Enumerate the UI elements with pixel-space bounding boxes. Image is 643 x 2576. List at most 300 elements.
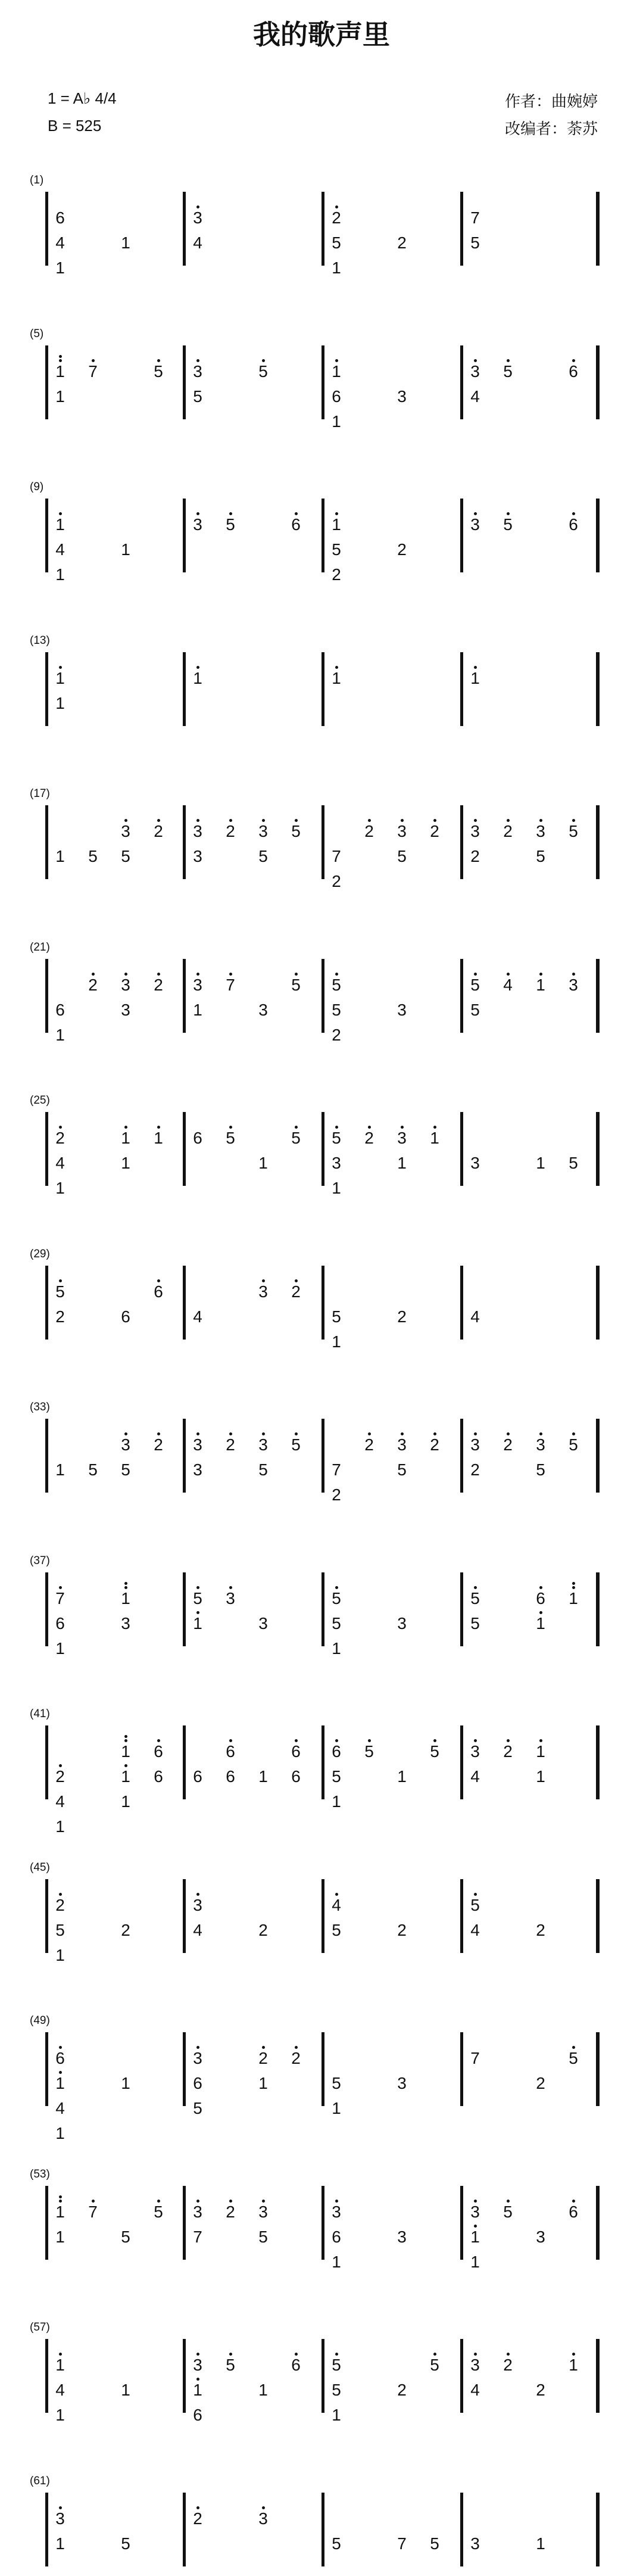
octave-dot: [507, 819, 510, 822]
octave-dot: [433, 1432, 436, 1435]
octave-dot: [196, 205, 199, 208]
octave-dot: [59, 355, 62, 358]
measure-number: (53): [30, 2168, 50, 2181]
note: 2: [290, 2050, 302, 2067]
octave-dot: [124, 973, 127, 976]
barline: [322, 2493, 324, 2566]
barline: [45, 805, 48, 879]
octave-dot: [196, 359, 199, 362]
octave-dot: [124, 1739, 127, 1742]
note: 3: [192, 977, 204, 993]
note: 1: [332, 2099, 341, 2117]
barline: [322, 1572, 324, 1646]
octave-dot: [124, 1126, 127, 1129]
note: 5: [330, 1130, 342, 1147]
note: 2: [502, 823, 514, 840]
octave-dot: [572, 1586, 575, 1589]
barline: [322, 345, 324, 419]
note: 3: [332, 1154, 341, 1172]
measure-number: (17): [30, 787, 50, 800]
note: 5: [536, 847, 545, 865]
barline: [460, 192, 463, 266]
octave-dot: [157, 1432, 160, 1435]
note: 3: [397, 1614, 407, 1633]
note: 2: [54, 1768, 66, 1785]
barline: [596, 1419, 600, 1493]
note: 1: [258, 2074, 268, 2092]
note: 5: [224, 516, 236, 533]
note: 1: [55, 847, 65, 865]
note: 1: [332, 2406, 341, 2424]
note: 6: [291, 1767, 301, 1786]
octave-dot: [539, 1432, 542, 1435]
note: 4: [470, 1307, 480, 1326]
note: 5: [469, 1590, 481, 1607]
score-row: [0, 2475, 643, 2576]
barline: [183, 345, 186, 419]
note: 3: [192, 2050, 204, 2067]
octave-dot: [335, 205, 338, 208]
note: 4: [330, 1897, 342, 1914]
octave-dot: [401, 1126, 404, 1129]
note: 7: [193, 2228, 202, 2246]
score-row: [0, 328, 643, 429]
note: 1: [121, 1792, 130, 1811]
note: 6: [193, 2074, 202, 2092]
barline: [460, 1572, 463, 1646]
note: 2: [470, 847, 480, 865]
octave-dot: [474, 512, 477, 515]
note: 1: [258, 1154, 268, 1172]
note: 7: [87, 2204, 99, 2220]
note: 3: [192, 210, 204, 226]
octave-dot: [335, 2353, 338, 2356]
note: 1: [55, 1817, 65, 1836]
octave-dot: [124, 819, 127, 822]
author: 作者：曲婉婷: [504, 92, 598, 110]
note: 1: [120, 1130, 132, 1147]
barline: [596, 2032, 600, 2106]
note: 1: [258, 1767, 268, 1786]
note: 6: [535, 1590, 547, 1607]
note: 2: [152, 1437, 164, 1453]
octave-dot: [59, 1764, 62, 1767]
note: 5: [290, 1437, 302, 1453]
note: 3: [469, 823, 481, 840]
note: 3: [258, 1001, 268, 1019]
octave-dot: [539, 1739, 542, 1742]
note: 5: [469, 977, 481, 993]
note: 4: [470, 2381, 480, 2399]
note: 1: [55, 1946, 65, 1964]
barline: [322, 1266, 324, 1340]
note: 3: [121, 1614, 130, 1633]
measure-number: (57): [30, 2321, 50, 2334]
note: 6: [154, 1767, 163, 1786]
barline: [460, 2339, 463, 2413]
note: 4: [55, 540, 65, 559]
octave-dot: [196, 1893, 199, 1896]
note: 6: [224, 1743, 236, 1760]
barline: [322, 2032, 324, 2106]
barline: [183, 499, 186, 572]
note: 2: [429, 823, 441, 840]
octave-dot: [295, 819, 298, 822]
octave-dot: [229, 819, 232, 822]
note: 2: [54, 1130, 66, 1147]
barline: [45, 1879, 48, 1953]
octave-dot: [196, 2506, 199, 2509]
octave-dot: [157, 1126, 160, 1129]
barline: [596, 959, 600, 1033]
octave-dot: [474, 2353, 477, 2356]
note: 5: [290, 977, 302, 993]
barline: [322, 2339, 324, 2413]
note: 3: [192, 1897, 204, 1914]
octave-dot: [229, 2353, 232, 2356]
barline: [45, 192, 48, 266]
note: 5: [430, 2534, 439, 2553]
note: 5: [567, 823, 579, 840]
note: 7: [332, 1460, 341, 1479]
note: 2: [397, 233, 407, 252]
note: 3: [469, 516, 481, 533]
octave-dot: [295, 1432, 298, 1435]
note: 3: [469, 1743, 481, 1760]
barline: [460, 1879, 463, 1953]
note: 1: [121, 233, 130, 252]
note: 1: [469, 2229, 481, 2245]
octave-dot: [401, 819, 404, 822]
octave-dot: [59, 666, 62, 669]
note: 1: [536, 1154, 545, 1172]
note: 6: [193, 1129, 202, 1147]
note: 1: [332, 1179, 341, 1197]
octave-dot: [59, 1279, 62, 1282]
barline: [596, 1266, 600, 1340]
barline: [596, 2186, 600, 2260]
note: 1: [330, 363, 342, 380]
barline: [183, 1725, 186, 1799]
note: 5: [330, 1590, 342, 1607]
octave-dot: [59, 2506, 62, 2509]
note: 7: [397, 2534, 407, 2553]
note: 6: [567, 516, 579, 533]
note: 2: [536, 1921, 545, 1939]
note: 5: [332, 2074, 341, 2092]
note: 5: [397, 847, 407, 865]
octave-dot: [474, 1739, 477, 1742]
note: 5: [290, 823, 302, 840]
octave-dot: [59, 1893, 62, 1896]
note: 5: [567, 2050, 579, 2067]
barline: [460, 499, 463, 572]
octave-dot: [335, 512, 338, 515]
note: 3: [397, 387, 407, 406]
note: 7: [470, 208, 480, 227]
note: 4: [55, 233, 65, 252]
note: 3: [535, 823, 547, 840]
octave-dot: [539, 819, 542, 822]
note: 5: [363, 1743, 375, 1760]
measure-number: (61): [30, 2475, 50, 2487]
note: 5: [470, 1001, 480, 1019]
note: 4: [55, 1154, 65, 1172]
note: 1: [54, 2357, 66, 2373]
octave-dot: [262, 2200, 265, 2203]
note: 1: [55, 2534, 65, 2553]
note: 4: [193, 1307, 202, 1326]
note: 3: [257, 1437, 269, 1453]
note: 2: [363, 1437, 375, 1453]
note: 2: [502, 1743, 514, 1760]
octave-dot: [59, 359, 62, 362]
octave-dot: [474, 819, 477, 822]
octave-dot: [196, 973, 199, 976]
note: 2: [332, 872, 341, 890]
octave-dot: [507, 1739, 510, 1742]
note: 2: [397, 2381, 407, 2399]
octave-dot: [507, 2353, 510, 2356]
note: 5: [258, 1460, 268, 1479]
note: 5: [224, 1130, 236, 1147]
note: 1: [54, 516, 66, 533]
octave-dot: [335, 1893, 338, 1896]
note: 2: [397, 1307, 407, 1326]
octave-dot: [433, 819, 436, 822]
score-row: [0, 1248, 643, 1349]
note: 2: [152, 823, 164, 840]
note: 5: [470, 1614, 480, 1633]
note: 5: [88, 1460, 98, 1479]
note: 7: [470, 2049, 480, 2067]
note: 1: [330, 516, 342, 533]
score-row: [0, 1555, 643, 1656]
note: 2: [224, 1437, 236, 1453]
note: 6: [290, 516, 302, 533]
note: 5: [502, 516, 514, 533]
note: 6: [332, 387, 341, 406]
octave-dot: [59, 2353, 62, 2356]
octave-dot: [368, 819, 371, 822]
octave-dot: [59, 2071, 62, 2074]
barline: [183, 2186, 186, 2260]
barline: [183, 1266, 186, 1340]
note: 1: [332, 258, 341, 277]
note: 3: [535, 1437, 547, 1453]
note: 1: [192, 670, 204, 687]
octave-dot: [335, 2200, 338, 2203]
octave-dot: [539, 1611, 542, 1614]
note: 1: [55, 2228, 65, 2246]
measure-number: (45): [30, 1861, 50, 1874]
octave-dot: [474, 973, 477, 976]
score-row: [0, 1401, 643, 1502]
note: 1: [55, 1639, 65, 1658]
barline: [322, 192, 324, 266]
barline: [596, 1879, 600, 1953]
note: 5: [429, 1743, 441, 1760]
barline: [45, 1419, 48, 1493]
note: 3: [192, 2204, 204, 2220]
octave-dot: [295, 1126, 298, 1129]
note: 2: [363, 823, 375, 840]
measure-number: (41): [30, 1708, 50, 1720]
barline: [460, 1419, 463, 1493]
note: 5: [332, 2534, 341, 2553]
octave-dot: [507, 359, 510, 362]
note: 1: [55, 1179, 65, 1197]
note: 3: [469, 363, 481, 380]
barline: [322, 959, 324, 1033]
note: 3: [193, 847, 202, 865]
octave-dot: [92, 359, 95, 362]
octave-dot: [295, 512, 298, 515]
note: 1: [469, 670, 481, 687]
note: 3: [397, 2074, 407, 2092]
note: 2: [502, 2357, 514, 2373]
barline: [45, 2186, 48, 2260]
octave-dot: [572, 2353, 575, 2356]
note: 1: [332, 1792, 341, 1811]
octave-dot: [157, 2200, 160, 2203]
barline: [45, 1572, 48, 1646]
note: 2: [152, 977, 164, 993]
note: 3: [224, 1590, 236, 1607]
note: 1: [55, 258, 65, 277]
note: 2: [397, 1921, 407, 1939]
note: 1: [54, 2075, 66, 2092]
octave-dot: [229, 512, 232, 515]
note: 2: [121, 1921, 130, 1939]
octave-dot: [262, 2046, 265, 2049]
barline: [45, 652, 48, 726]
note: 3: [54, 2510, 66, 2527]
octave-dot: [196, 1432, 199, 1435]
octave-dot: [262, 1279, 265, 1282]
barline: [322, 1112, 324, 1186]
note: 1: [567, 1590, 579, 1607]
barline: [183, 1879, 186, 1953]
octave-dot: [262, 359, 265, 362]
note: 1: [258, 2381, 268, 2399]
note: 1: [535, 1615, 547, 1632]
octave-dot: [124, 1582, 127, 1585]
note: 5: [536, 1460, 545, 1479]
measure-number: (5): [30, 328, 44, 340]
note: 6: [567, 363, 579, 380]
note: 5: [502, 363, 514, 380]
octave-dot: [474, 1586, 477, 1589]
note: 1: [332, 2253, 341, 2271]
note: 6: [193, 2406, 202, 2424]
note: 7: [224, 977, 236, 993]
note: 3: [470, 1154, 480, 1172]
note: 5: [470, 233, 480, 252]
octave-dot: [507, 512, 510, 515]
barline: [183, 959, 186, 1033]
octave-dot: [572, 973, 575, 976]
score-row: [0, 634, 643, 736]
note: 3: [397, 1001, 407, 1019]
score-row: [0, 1861, 643, 1963]
note: 5: [330, 977, 342, 993]
note: 4: [193, 1921, 202, 1939]
note: 5: [224, 2357, 236, 2373]
note: 2: [536, 2381, 545, 2399]
note: 3: [470, 2534, 480, 2553]
note: 4: [470, 1767, 480, 1786]
note: 4: [470, 387, 480, 406]
note: 2: [429, 1437, 441, 1453]
note: 3: [536, 2228, 545, 2246]
note: 5: [258, 2228, 268, 2246]
note: 6: [121, 1307, 130, 1326]
note: 5: [258, 847, 268, 865]
note: 6: [55, 1614, 65, 1633]
note: 6: [290, 2357, 302, 2373]
note: 2: [502, 1437, 514, 1453]
note: 5: [569, 1154, 578, 1172]
note: 5: [332, 540, 341, 559]
octave-dot: [59, 1126, 62, 1129]
note: 2: [363, 1130, 375, 1147]
note: 6: [290, 1743, 302, 1760]
tempo: B = 525: [48, 117, 102, 135]
octave-dot: [59, 2195, 62, 2198]
measure-number: (49): [30, 2014, 50, 2027]
note: 1: [330, 670, 342, 687]
barline: [45, 1725, 48, 1799]
barline: [45, 959, 48, 1033]
octave-dot: [229, 1586, 232, 1589]
barline: [596, 652, 600, 726]
note: 5: [332, 1307, 341, 1326]
octave-dot: [229, 1126, 232, 1129]
barline: [596, 2339, 600, 2413]
note: 1: [121, 2381, 130, 2399]
score-row: [0, 1094, 643, 1195]
note: 1: [429, 1130, 441, 1147]
note: 3: [396, 1437, 408, 1453]
barline: [596, 192, 600, 266]
octave-dot: [59, 2200, 62, 2203]
barline: [183, 1112, 186, 1186]
note: 6: [226, 1767, 235, 1786]
barline: [45, 499, 48, 572]
barline: [322, 2186, 324, 2260]
note: 3: [120, 823, 132, 840]
barline: [183, 805, 186, 879]
octave-dot: [196, 2200, 199, 2203]
note: 1: [54, 670, 66, 687]
octave-dot: [124, 1586, 127, 1589]
note: 7: [87, 363, 99, 380]
octave-dot: [229, 1739, 232, 1742]
note: 1: [536, 1767, 545, 1786]
barline: [596, 1572, 600, 1646]
note: 4: [55, 2099, 65, 2117]
note: 1: [54, 363, 66, 380]
barline: [322, 1725, 324, 1799]
measure-number: (25): [30, 1094, 50, 1107]
octave-dot: [474, 1432, 477, 1435]
barline: [460, 345, 463, 419]
note: 1: [121, 2074, 130, 2092]
note: 2: [332, 1026, 341, 1044]
octave-dot: [295, 2353, 298, 2356]
octave-dot: [157, 1739, 160, 1742]
